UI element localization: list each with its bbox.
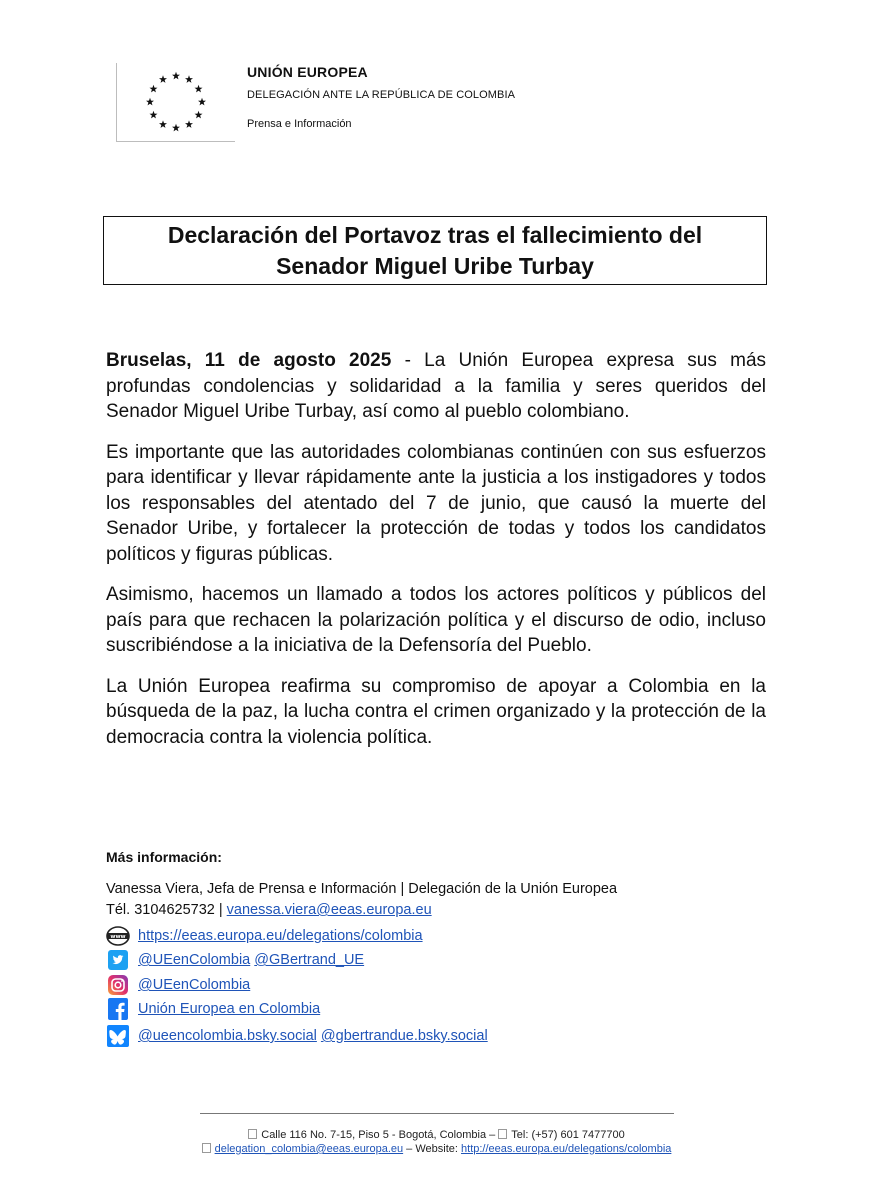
eu-star-icon bbox=[195, 111, 203, 119]
website-row bbox=[106, 926, 423, 946]
twitter-link-ueencolombia[interactable]: @UEenColombia bbox=[138, 952, 251, 968]
www-globe-icon bbox=[106, 926, 130, 946]
eu-star-icon bbox=[195, 85, 203, 93]
footer-divider bbox=[200, 1113, 674, 1114]
contact-email-link[interactable]: vanessa.viera@eeas.europa.eu bbox=[226, 902, 432, 918]
paragraph-2: Es importante que las autoridades colombianas continúen con sus esfuerzos para identificar y llevar rápidamente ante la justicia a los instigadores y todos los responsables del atentado del 7 de junio, que causó la muerte del Senador Uribe, y fortalecer la protección de todas y todos los candidatos políticos y figuras públicas. bbox=[106, 441, 766, 565]
footer-email-link[interactable]: delegation_colombia@eeas.europa.eu bbox=[214, 1143, 404, 1155]
twitter-link-gbertrand[interactable]: @GBertrand_UE bbox=[254, 952, 365, 968]
bluesky-row bbox=[106, 1026, 488, 1046]
title-box bbox=[103, 216, 767, 285]
mail-icon bbox=[202, 1143, 211, 1153]
footer-address: Calle 116 No. 7-15, Piso 5 - Bogotá, Colombia – bbox=[261, 1129, 499, 1141]
contact-phone: Tél. 3104625732 | bbox=[106, 902, 227, 918]
eu-star-icon bbox=[185, 120, 193, 128]
paragraph-1-text: - La Unión Europea expresa sus más profundas condolencias y solidaridad a la familia y seres queridos del Senador Miguel Uribe Turbay, así como al pueblo colombiano. bbox=[106, 350, 767, 422]
eu-star-icon bbox=[149, 111, 157, 119]
footer-website-label: – Website: bbox=[403, 1143, 462, 1155]
instagram-icon bbox=[106, 975, 130, 995]
title-line-1: Declaración del Portavoz tras el fallecimiento del bbox=[167, 221, 703, 248]
twitter-row bbox=[106, 950, 364, 970]
eu-stars-logo bbox=[140, 68, 212, 136]
dateline: Bruselas, 11 de agosto 2025 bbox=[106, 350, 392, 371]
header-org-name: UNIÓN EUROPEA bbox=[247, 64, 368, 80]
twitter-bird-icon bbox=[106, 950, 130, 970]
eu-star-icon bbox=[172, 124, 180, 132]
paragraph-4: La Unión Europea reafirma su compromiso de apoyar a Colombia en la búsqueda de la paz, la lucha contra el crimen organizado y la protección de la democracia contra la violencia política. bbox=[106, 675, 766, 748]
footer-website-link[interactable]: http://eeas.europa.eu/delegations/colombia bbox=[461, 1143, 672, 1155]
eu-star-icon bbox=[146, 98, 154, 106]
phone-icon bbox=[498, 1129, 507, 1139]
www-icon-text: www bbox=[110, 934, 126, 941]
eu-star-icon bbox=[149, 85, 157, 93]
footer-contact-line bbox=[0, 1143, 873, 1155]
location-icon bbox=[248, 1129, 257, 1139]
title-line-2: Senador Miguel Uribe Turbay bbox=[276, 252, 594, 279]
contact-person: Vanessa Viera, Jefa de Prensa e Información | Delegación de la Unión Europea bbox=[106, 881, 618, 897]
eu-star-icon bbox=[198, 98, 206, 106]
header-delegation: DELEGACIÓN ANTE LA REPÚBLICA DE COLOMBIA bbox=[247, 89, 516, 101]
eu-star-icon bbox=[172, 72, 180, 80]
facebook-row bbox=[106, 999, 320, 1019]
more-info-heading: Más información: bbox=[106, 849, 222, 865]
contact-phone-email bbox=[106, 902, 432, 918]
eu-star-icon bbox=[159, 120, 167, 128]
eu-star-icon bbox=[159, 75, 167, 83]
bluesky-link-gbertrandue[interactable]: @gbertrandue.bsky.social bbox=[320, 1028, 488, 1044]
paragraph-3: Asimismo, hacemos un llamado a todos los actores políticos y públicos del país para que rechacen la polarización política y el discurso de odio, incluso suscribiéndose a la iniciativa de la Defensoría del Pueblo. bbox=[106, 584, 766, 656]
footer-address-line bbox=[0, 1129, 873, 1141]
website-link[interactable]: https://eeas.europa.eu/delegations/colombia bbox=[138, 928, 423, 944]
page-title bbox=[168, 220, 702, 282]
footer-tel: Tel: (+57) 601 7477700 bbox=[511, 1129, 625, 1141]
paragraph-1 bbox=[106, 348, 766, 425]
bluesky-butterfly-icon bbox=[106, 1026, 130, 1046]
header-section: Prensa e Información bbox=[247, 118, 352, 130]
instagram-link[interactable]: @UEenColombia bbox=[138, 977, 251, 993]
facebook-link[interactable]: Unión Europea en Colombia bbox=[138, 1001, 321, 1017]
facebook-icon bbox=[106, 999, 130, 1019]
statement-body bbox=[106, 348, 766, 765]
bluesky-link-ueencolombia[interactable]: @ueencolombia.bsky.social bbox=[138, 1028, 317, 1044]
instagram-row bbox=[106, 975, 250, 995]
eu-star-icon bbox=[185, 75, 193, 83]
